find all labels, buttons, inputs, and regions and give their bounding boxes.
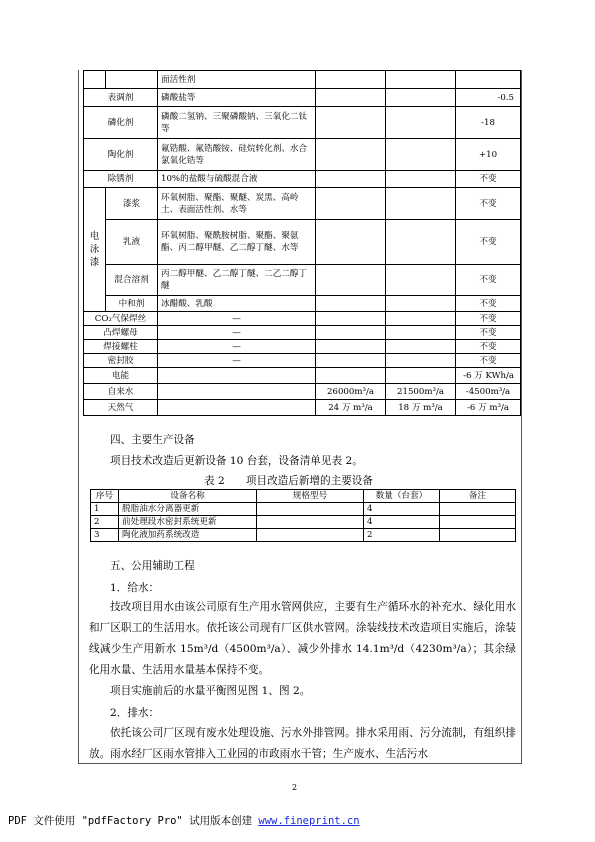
table-row	[91, 529, 516, 542]
change-cell: 不变	[456, 354, 521, 368]
component-cell: —	[158, 326, 316, 340]
table2-caption: 表 2 项目改造后新增的主要设备	[204, 475, 374, 487]
component-cell: 环氧树脂、聚酯、聚醚、炭黑、高岭土、表面活性剂、水等	[158, 188, 316, 220]
component-cell: 环氧树脂、聚酰胺树脂、聚酯、聚氨酯、丙二醇甲醚、乙二醇丁醚、水等	[158, 220, 316, 265]
material-name: 电能	[84, 368, 158, 384]
equipment-note	[440, 529, 516, 542]
equipment-spec	[257, 516, 364, 529]
component-cell: —	[158, 340, 316, 354]
equipment-note	[440, 516, 516, 529]
change-cell: -6 万 m³/a	[456, 400, 521, 416]
material-name: 漆浆	[106, 188, 158, 220]
row-index: 1	[91, 503, 119, 516]
table-row	[84, 107, 521, 139]
section5-heading: 五、公用辅助工程	[110, 560, 195, 572]
material-name: 天然气	[84, 400, 158, 416]
equipment-name: 脱脂油水分离器更新	[119, 503, 257, 516]
table-row	[84, 265, 521, 296]
material-name: 混合溶剂	[106, 265, 158, 296]
column-header: 备注	[440, 490, 516, 503]
change-cell: -0.5	[456, 89, 521, 107]
change-cell: 不变	[456, 171, 521, 188]
section4-intro: 项目技术改造后更新设备 10 台套，设备清单见表 2。	[110, 455, 363, 467]
component-cell: 磷酸二氢钠、三聚磷酸钠、三氧化二钛等	[158, 107, 316, 139]
table-row	[84, 188, 521, 220]
table-row	[84, 326, 521, 340]
equipment-name: 陶化液加药系统改造	[119, 529, 257, 542]
material-name: 乳液	[106, 220, 158, 265]
table-row	[84, 71, 521, 89]
change-cell: 不变	[456, 220, 521, 265]
change-cell: +10	[456, 139, 521, 171]
table-header-row	[91, 490, 516, 503]
value-after: 21500m³/a	[386, 384, 456, 400]
row-index: 2	[91, 516, 119, 529]
change-cell: 不变	[456, 265, 521, 296]
table-row	[84, 368, 521, 384]
column-header: 规格型号	[257, 490, 364, 503]
material-name: 陶化剂	[84, 139, 158, 171]
equipment-note	[440, 503, 516, 516]
water-supply-heading: 1．给水：	[110, 582, 160, 594]
table-row	[91, 516, 516, 529]
table-row	[84, 312, 521, 326]
equipment-qty: 2	[364, 529, 440, 542]
component-cell: 磷酸盐等	[158, 89, 316, 107]
table-row	[84, 400, 521, 416]
footer-link[interactable]: www.fineprint.cn	[258, 815, 360, 827]
component-cell: 面活性剂	[158, 71, 316, 89]
equipment-spec	[257, 503, 364, 516]
materials-table	[83, 70, 521, 416]
change-cell: 不变	[456, 188, 521, 220]
material-name: 密封胶	[84, 354, 158, 368]
equipment-qty: 4	[364, 503, 440, 516]
material-name: 中和剂	[106, 296, 158, 312]
table-row	[84, 171, 521, 188]
pdf-footer	[8, 813, 360, 828]
table-row	[84, 139, 521, 171]
value-after: 18 万 m³/a	[386, 400, 456, 416]
equipment-qty: 4	[364, 516, 440, 529]
equipment-name: 前处理段水密封系统更新	[119, 516, 257, 529]
material-name: 焊接螺柱	[84, 340, 158, 354]
equipment-table	[90, 489, 516, 542]
page-number: 2	[292, 783, 298, 792]
change-cell: 不变	[456, 312, 521, 326]
equipment-spec	[257, 529, 364, 542]
water-balance-note: 项目实施前后的水量平衡图见图 1、图 2。	[110, 685, 311, 697]
table-row	[84, 354, 521, 368]
material-name: 磷化剂	[84, 107, 158, 139]
table-row	[84, 220, 521, 265]
material-name: 除锈剂	[84, 171, 158, 188]
material-name: 凸焊螺母	[84, 326, 158, 340]
footer-text: PDF 文件使用 "pdfFactory Pro" 试用版本创建	[8, 815, 259, 827]
drainage-heading: 2．排水：	[110, 707, 160, 719]
change-cell: -6 万 KWh/a	[456, 368, 521, 384]
table-row	[84, 384, 521, 400]
change-cell: 不变	[456, 296, 521, 312]
row-index: 3	[91, 529, 119, 542]
change-cell: 不变	[456, 340, 521, 354]
group-label: 电 泳 漆	[84, 188, 106, 312]
component-cell: —	[158, 354, 316, 368]
column-header: 设备名称	[119, 490, 257, 503]
table-row	[84, 89, 521, 107]
change-cell: -4500m³/a	[456, 384, 521, 400]
change-cell: 不变	[456, 326, 521, 340]
component-cell: —	[158, 312, 316, 326]
value-before: 26000m³/a	[316, 384, 386, 400]
water-supply-paragraph: 技改项目用水由该公司原有生产用水管网供应，主要有生产循环水的补充水、绿化用水和厂区职工的生活用水。依托该公司现有厂区供水管网。涂装线技术改造项目实施后，涂装线减少生产用新水 15m³/d（4500m³/a）、减少外排水 14.1m³/d（4230m³/a）；其余绿化用水量、生活用水量基本保持不变。	[89, 601, 516, 676]
table-row	[91, 503, 516, 516]
value-before: 24 万 m³/a	[316, 400, 386, 416]
column-header: 数量（台套）	[364, 490, 440, 503]
section4-heading: 四、主要生产设备	[110, 434, 195, 446]
table-row	[84, 296, 521, 312]
component-cell: 10%的盐酸与硫酸混合液	[158, 171, 316, 188]
material-name: CO₂气保焊丝	[84, 312, 158, 326]
material-name: 自来水	[84, 384, 158, 400]
table-row	[84, 340, 521, 354]
component-cell: 丙二醇甲醚、乙二醇丁醚、二乙二醇丁醚	[158, 265, 316, 296]
component-cell: 冰醋酸、乳酸	[158, 296, 316, 312]
component-cell: 氟锆酸、氟锆酸铵、硅烷转化剂、水合氯氧化锆等	[158, 139, 316, 171]
material-name: 表调剂	[84, 89, 158, 107]
drainage-paragraph: 依托该公司厂区现有废水处理设施、污水外排管网。排水采用雨、污分流制，有组织排放。雨水经厂区雨水管排入工业园的市政雨水干管；生产废水、生活污水	[89, 727, 516, 760]
column-header: 序号	[91, 490, 119, 503]
change-cell: -18	[456, 107, 521, 139]
